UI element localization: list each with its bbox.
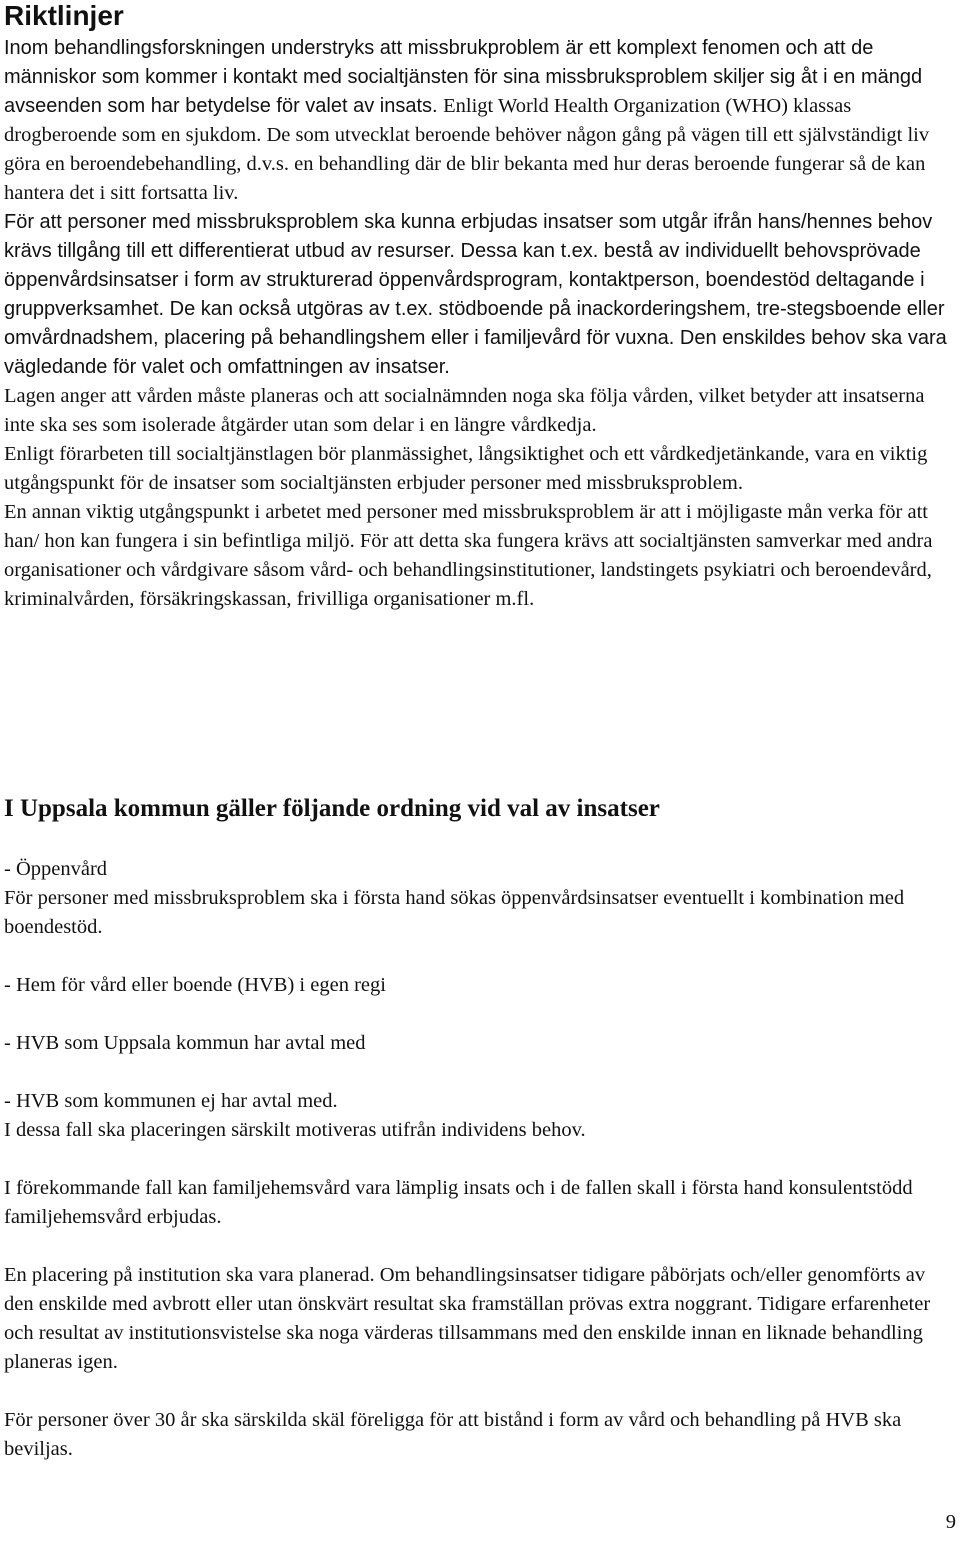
institution-paragraph: En placering på institution ska vara planerad. Om behandlingsinsatser tidigare påbörjats och/eller genomförts av den enskilde med avbrott eller utan önskvärt resultat ska framställan prövas extra noggrant. Tidigare erfarenheter och resultat av institutionsvistelse ska noga värderas tillsammans med den enskilde innan en liknade behandling planeras igen. xyxy=(4,1264,931,1373)
intro-paragraph-1 xyxy=(4,34,956,208)
intro-paragraph-1-sans-text: Inom behandlingsforskningen understryks att missbrukproblem är ett komplext fenomen och att de människor som kommer i kontakt med socialtjänsten för sina missbruksproblem skiljer sig åt i en mängd avseenden som har betydelse för valet av insats. xyxy=(4,37,923,117)
page-number: 9 xyxy=(945,1511,956,1533)
spacer xyxy=(4,1232,956,1261)
section-heading: I Uppsala kommun gäller följande ordning vid val av insatser xyxy=(4,795,660,822)
intro-paragraph-1-serif-text: Enligt World Health Organization (WHO) klassas drogberoende som en sjukdom. De som utvecklat beroende behöver någon gång på vägen till ett självständigt liv göra en beroendebehandling, d.v.s. en behandling där de blir bekanta med hur deras beroende fungerar så de kan hantera det i sitt fortsatta liv. xyxy=(4,95,930,204)
intro-paragraph-5: En annan viktig utgångspunkt i arbetet med personer med missbruksproblem är att i möjligaste mån verka för att han/ hon kan fungera i sin befintliga miljö. För att detta ska fungera krävs att socialtjänsten samverkar med andra organisationer och vårdgivare såsom vård- och behandlingsinstitutioner, landstingets psykiatri och beroendevård, kriminalvården, försäkringskassan, frivilliga organisationer m.fl. xyxy=(4,501,933,610)
item-hvb-ej-avtal-text: I dessa fall ska placeringen särskilt motiveras utifrån individens behov. xyxy=(4,1119,586,1141)
intro-paragraph-3: Lagen anger att vården måste planeras och att socialnämnden noga ska följa vården, vilket betyder att insatserna inte ska ses som isolerade åtgärder utan som delar i en längre vårdkedja. xyxy=(4,385,925,436)
spacer xyxy=(4,1145,956,1174)
item-oppenvard-text: För personer med missbruksproblem ska i första hand sökas öppenvårdsinsatser eventuellt i kombination med boendestöd. xyxy=(4,887,905,938)
intro-paragraph-2: För att personer med missbruksproblem ska kunna erbjudas insatser som utgår ifrån hans/hennes behov krävs tillgång till ett differentierat utbud av resurser. Dessa kan t.ex. bestå av individuellt behovsprövade öppenvårdsinsatser i form av strukturerad öppenvårdsprogram, kontaktperson, boendestöd deltagande i gruppverksamhet. De kan också utgöras av t.ex. stödboende på inackorderingshem, tre-stegsboende eller omvårdnadshem, placering på behandlingshem eller i familjevård för vuxna. Den enskildes behov ska vara vägledande för valet och omfattningen av insatser. xyxy=(4,211,947,378)
page-title: Riktlinjer xyxy=(4,0,124,31)
spacer xyxy=(4,1058,956,1087)
family-care-paragraph: I förekommande fall kan familjehemsvård vara lämplig insats och i de fallen skall i första hand konsulentstödd familjehemsvård erbjudas. xyxy=(4,1177,913,1228)
item-hvb-ej-avtal-label: - HVB som kommunen ej har avtal med. xyxy=(4,1090,338,1112)
spacer xyxy=(4,1000,956,1029)
document-page xyxy=(4,0,956,614)
item-hvb-egen-regi-label: - Hem för vård eller boende (HVB) i egen regi xyxy=(4,974,386,996)
item-oppenvard-label: - Öppenvård xyxy=(4,858,108,880)
section-content xyxy=(4,855,956,1464)
intro-paragraph-4: Enligt förarbeten till socialtjänstlagen bör planmässighet, långsiktighet och ett vårdkedjetänkande, vara en viktig utgångspunkt för de insatser som socialtjänsten erbjuder personer med missbruksproblem. xyxy=(4,443,928,494)
spacer xyxy=(4,1377,956,1406)
item-hvb-avtal-label: - HVB som Uppsala kommun har avtal med xyxy=(4,1032,366,1054)
age-paragraph: För personer över 30 år ska särskilda skäl föreligga för att bistånd i form av vård och behandling på HVB ska beviljas. xyxy=(4,1409,902,1460)
spacer xyxy=(4,942,956,971)
